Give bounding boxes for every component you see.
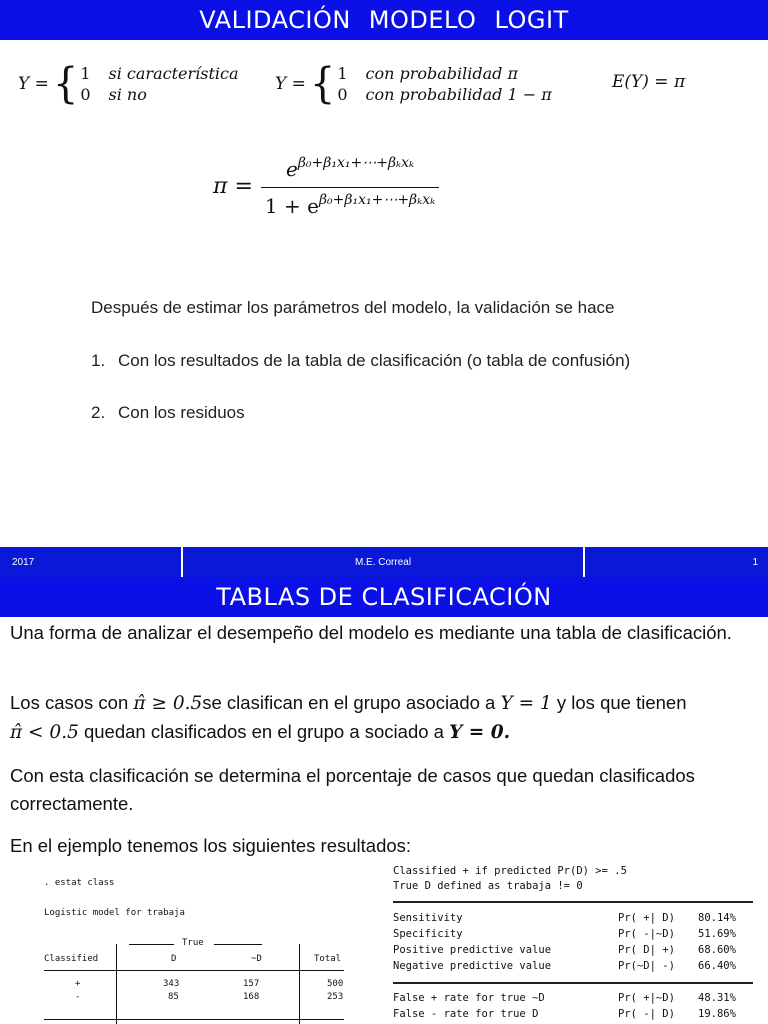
denominator (261, 187, 439, 218)
true-header: True (182, 938, 204, 948)
num-exponent: β₀+β₁x₁+⋯+βₖxₖ (297, 155, 415, 171)
vertical-rule (116, 944, 117, 1024)
rate-name: False - rate for true D (393, 1008, 539, 1020)
slide2-title-bar (0, 577, 768, 617)
list-item (91, 403, 245, 423)
eq-lhs: Y = (275, 74, 306, 94)
title-word: MODELO (368, 6, 477, 34)
slide-footer (0, 547, 768, 577)
slide1-title-bar (0, 0, 768, 40)
paragraph-percentage: Con esta clasificación se determina el porcentaje de casos que quedan clasificados correctamente. (10, 765, 695, 814)
rate-value: 48.31% (698, 992, 736, 1004)
table-cell: 253 (327, 992, 344, 1002)
equation-y-definition (18, 59, 239, 109)
paragraph-classification-rule (10, 689, 760, 747)
math-run: π̂ ≥ 0.5 (133, 693, 203, 714)
measure-value: 80.14% (698, 912, 736, 924)
brace: { (52, 59, 79, 109)
text-run: quedan clasificados en el grupo a sociado a (78, 721, 450, 742)
eq-lhs: Y = (18, 74, 49, 94)
true-rule (129, 944, 174, 945)
true-rule (214, 944, 262, 945)
table-row-label: - (75, 992, 81, 1002)
measure-value: 51.69% (698, 928, 736, 940)
table-cell: 168 (243, 992, 260, 1002)
pi-formula (213, 155, 439, 218)
vertical-rule (299, 944, 300, 1024)
case-condition: si no (108, 85, 147, 104)
col-header: D (171, 954, 177, 964)
equation-expectation: E(Y) = π (612, 72, 686, 92)
list-text: Con los resultados de la tabla de clasificación (o tabla de confusión) (118, 351, 631, 370)
pi-lhs: π = (213, 174, 253, 199)
num-base: e (285, 157, 298, 181)
footer-page-number: 1 (752, 556, 758, 568)
case-value: 1 (337, 64, 348, 83)
case-value: 1 (80, 64, 91, 83)
paragraph-example: En el ejemplo tenemos los siguientes resultados: (10, 835, 412, 856)
text-run: se clasifican en el grupo asociado a (202, 692, 501, 713)
text-run: y los que tienen (551, 692, 687, 713)
list-number: 1. (91, 351, 106, 370)
col-header: Total (314, 954, 342, 964)
footer-author: M.E. Correal (354, 556, 412, 568)
list-item (91, 351, 630, 371)
rate-value: 19.86% (698, 1008, 736, 1020)
case-condition: si característica (108, 64, 239, 83)
case-value: 0 (337, 85, 348, 104)
case-value: 0 (80, 85, 91, 104)
intro-text: Después de estimar los parámetros del modelo, la validación se hace (91, 298, 615, 317)
title-word: LOGIT (494, 6, 569, 34)
section-rule (393, 901, 753, 903)
model-title: Logistic model for trabaja (44, 908, 185, 918)
den-exponent: β₀+β₁x₁+⋯+βₖxₖ (318, 192, 436, 208)
brace: { (309, 59, 336, 109)
title-word: VALIDACIÓN (199, 6, 351, 34)
section-rule (393, 982, 753, 984)
criterion-line: Classified + if predicted Pr(D) >= .5 (393, 865, 627, 877)
measure-expr: Pr(~D| -) (618, 960, 675, 972)
math-run: Y = 0. (449, 722, 511, 743)
table-cell: 500 (327, 979, 344, 989)
rate-expr: Pr( +|~D) (618, 992, 675, 1004)
measure-expr: Pr( +| D) (618, 912, 675, 924)
col-header: ~D (251, 954, 262, 964)
measure-expr: Pr( -|~D) (618, 928, 675, 940)
measure-value: 66.40% (698, 960, 736, 972)
table-cell: 157 (243, 979, 260, 989)
measure-name: Sensitivity (393, 912, 463, 924)
case-condition: con probabilidad π (365, 64, 519, 83)
measure-name: Positive predictive value (393, 944, 552, 956)
math-run: π̂ < 0.5 (10, 722, 79, 743)
criterion-line: True D defined as trabaja != 0 (393, 880, 583, 892)
paragraph-intro: Una forma de analizar el desempeño del modelo es mediante una tabla de clasificación. (10, 622, 732, 643)
measure-name: Specificity (393, 928, 463, 940)
slide2-title: TABLAS DE CLASIFICACIÓN (216, 583, 552, 611)
fraction (261, 155, 439, 218)
text-run: Los casos con (10, 692, 134, 713)
list-number: 2. (91, 403, 106, 422)
measure-name: Negative predictive value (393, 960, 552, 972)
stata-command: . estat class (44, 878, 115, 888)
table-row-label: + (75, 979, 81, 989)
rate-name: False + rate for true ~D (393, 992, 545, 1004)
math-run: Y = 1 (500, 693, 552, 714)
equation-y-probability (275, 59, 552, 109)
numerator (280, 155, 420, 187)
footer-year: 2017 (12, 556, 35, 568)
case-condition: con probabilidad 1 − π (365, 85, 552, 104)
measure-value: 68.60% (698, 944, 736, 956)
rate-expr: Pr( -| D) (618, 1008, 675, 1020)
table-cell: 85 (168, 992, 179, 1002)
den-prefix: 1 + e (264, 194, 319, 218)
table-cell: 343 (163, 979, 180, 989)
total-rule (44, 1019, 344, 1020)
measure-expr: Pr( D| +) (618, 944, 675, 956)
list-text: Con los residuos (118, 403, 245, 422)
col-header: Classified (44, 954, 99, 964)
